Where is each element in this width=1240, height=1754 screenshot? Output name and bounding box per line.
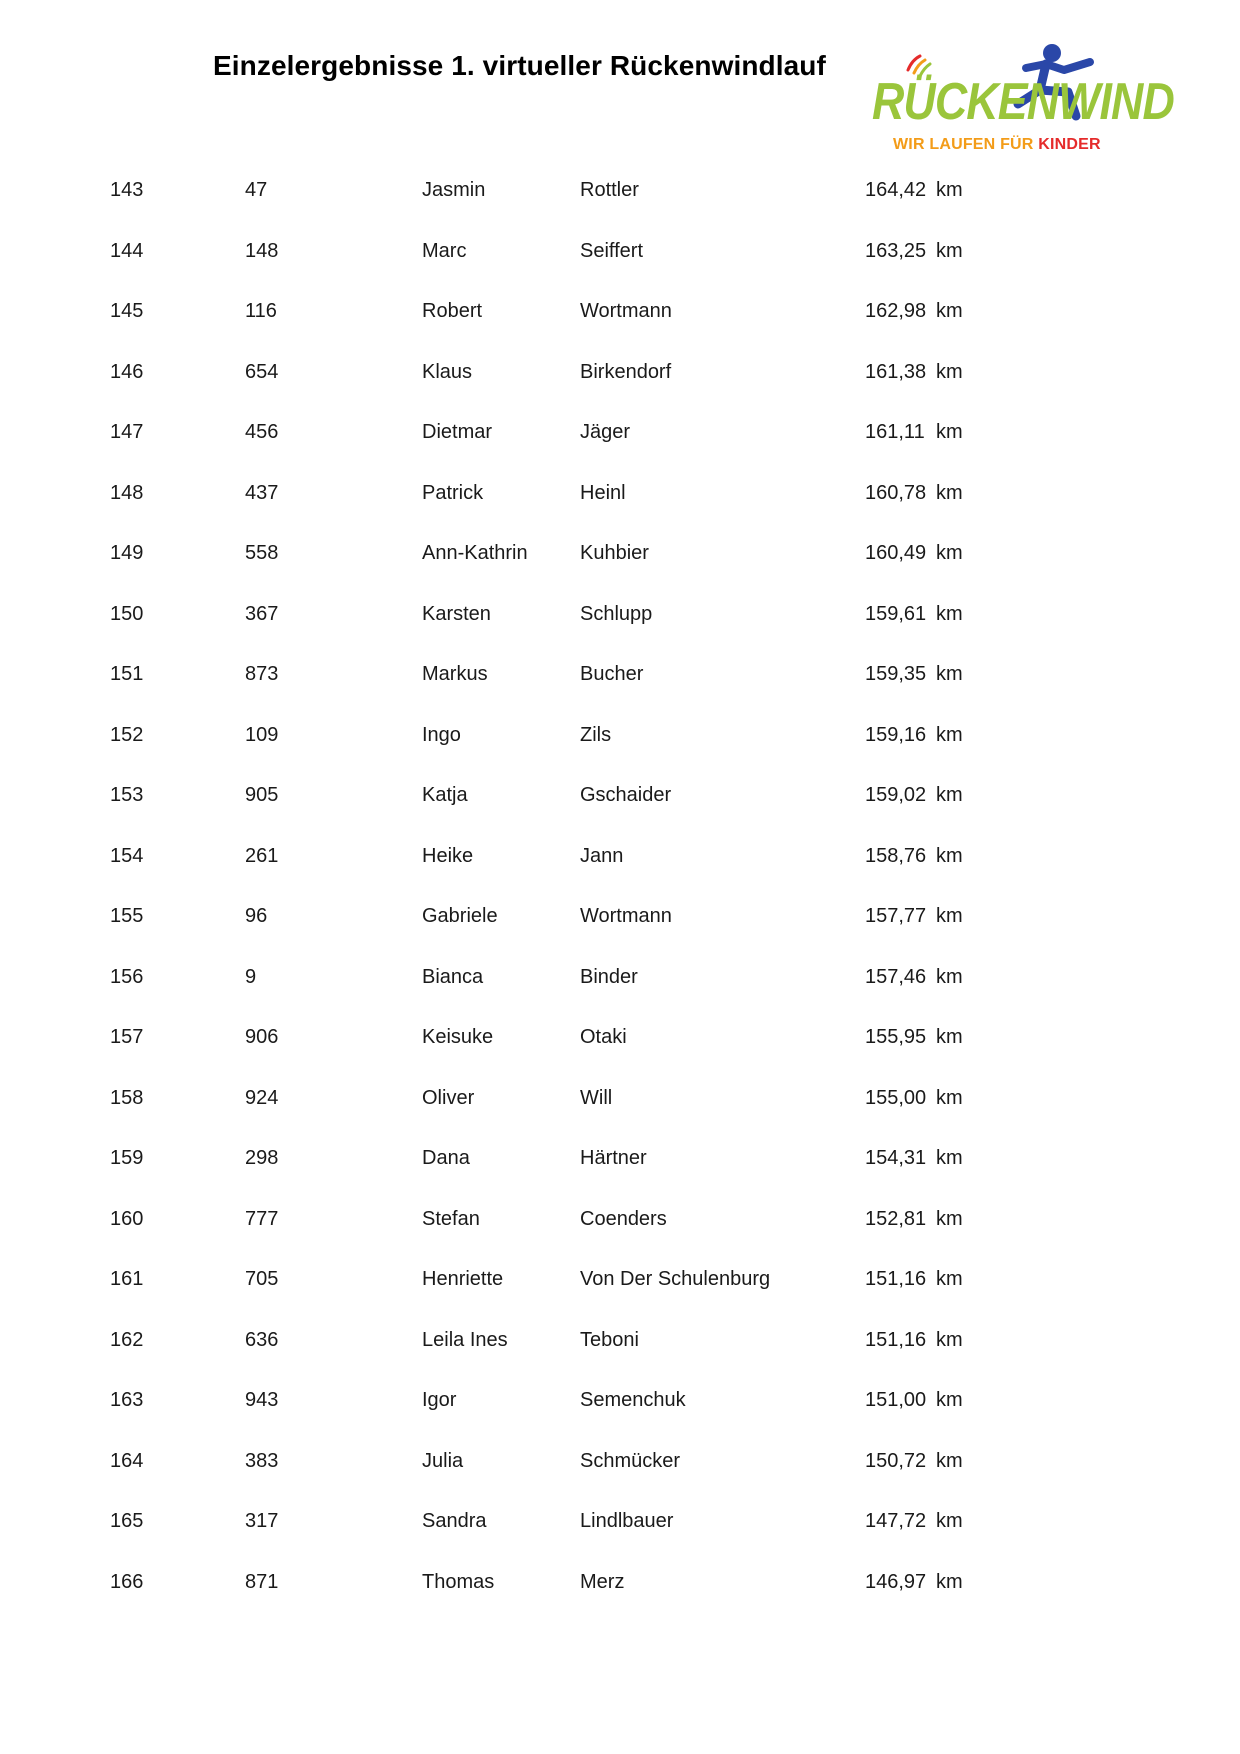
first-name-cell: Keisuke	[422, 1026, 494, 1048]
distance-cell: 161,38	[865, 360, 927, 383]
start-number-cell: 456	[245, 421, 279, 443]
first-name-cell: Robert	[422, 300, 483, 322]
unit-cell: km	[936, 1570, 963, 1593]
distance-cell: 147,72	[865, 1510, 927, 1532]
last-name-cell: Wortmann	[580, 300, 672, 322]
unit-cell: km	[936, 421, 963, 443]
unit-cell: km	[936, 602, 963, 625]
list-item	[0, 1078, 1240, 1118]
last-name-cell: Birkendorf	[580, 360, 672, 383]
start-number-cell: 148	[245, 239, 279, 262]
last-name-cell: Härtner	[580, 1147, 647, 1169]
first-name-cell: Patrick	[422, 481, 484, 504]
start-number-cell: 437	[245, 481, 279, 504]
first-name-cell: Katja	[422, 784, 468, 806]
start-number-cell: 654	[245, 360, 279, 383]
unit-cell: km	[936, 1086, 963, 1109]
list-item	[0, 896, 1240, 936]
last-name-cell: Semenchuk	[580, 1389, 686, 1411]
distance-cell: 159,02	[865, 784, 927, 806]
list-item	[0, 1017, 1240, 1057]
list-item	[0, 412, 1240, 452]
list-item	[0, 1501, 1240, 1541]
rank-cell: 152	[110, 723, 144, 746]
first-name-cell: Oliver	[422, 1086, 475, 1109]
rank-cell: 145	[110, 300, 144, 322]
rank-cell: 166	[110, 1570, 144, 1593]
unit-cell: km	[936, 300, 963, 322]
list-item	[0, 352, 1240, 392]
last-name-cell: Coenders	[580, 1207, 667, 1230]
rank-cell: 158	[110, 1086, 144, 1109]
rank-cell: 148	[110, 481, 144, 504]
last-name-cell: Jann	[580, 844, 624, 867]
last-name-cell: Schlupp	[580, 602, 653, 625]
rank-cell: 155	[110, 905, 144, 927]
first-name-cell: Julia	[422, 1449, 464, 1472]
last-name-cell: Jäger	[580, 421, 631, 443]
unit-cell: km	[936, 723, 963, 746]
start-number-cell: 636	[245, 1328, 279, 1351]
unit-cell: km	[936, 239, 963, 262]
list-item	[0, 715, 1240, 755]
page-title: Einzelergebnisse 1. virtueller Rückenwindlauf	[213, 50, 826, 81]
distance-cell: 161,11	[865, 421, 925, 443]
start-number-cell: 705	[245, 1268, 279, 1290]
unit-cell: km	[936, 905, 963, 927]
last-name-cell: Seiffert	[580, 239, 643, 262]
logo-tagline-part2: KINDER	[1038, 136, 1101, 153]
distance-cell: 160,49	[865, 542, 927, 564]
rank-cell: 165	[110, 1510, 144, 1532]
rank-cell: 156	[110, 965, 144, 988]
start-number-cell: 317	[245, 1510, 279, 1532]
distance-cell: 155,00	[865, 1086, 927, 1109]
last-name-cell: Otaki	[580, 1026, 627, 1048]
rank-cell: 150	[110, 602, 144, 625]
start-number-cell: 873	[245, 663, 279, 685]
first-name-cell: Jasmin	[422, 179, 486, 201]
list-item	[0, 775, 1240, 815]
start-number-cell: 298	[245, 1147, 279, 1169]
last-name-cell: Rottler	[580, 179, 639, 201]
start-number-cell: 96	[245, 905, 268, 927]
distance-cell: 160,78	[865, 481, 927, 504]
start-number-cell: 943	[245, 1389, 279, 1411]
unit-cell: km	[936, 1510, 963, 1532]
rank-cell: 161	[110, 1268, 144, 1290]
last-name-cell: Teboni	[580, 1328, 639, 1351]
start-number-cell: 906	[245, 1026, 279, 1048]
unit-cell: km	[936, 542, 963, 564]
unit-cell: km	[936, 965, 963, 988]
list-item	[0, 291, 1240, 331]
rank-cell: 159	[110, 1147, 144, 1169]
distance-cell: 162,98	[865, 300, 927, 322]
first-name-cell: Klaus	[422, 360, 473, 383]
distance-cell: 152,81	[865, 1207, 927, 1230]
start-number-cell: 558	[245, 542, 279, 564]
last-name-cell: Zils	[580, 723, 612, 746]
list-item	[0, 957, 1240, 997]
rank-cell: 147	[110, 421, 144, 443]
rank-cell: 157	[110, 1026, 144, 1048]
first-name-cell: Stefan	[422, 1207, 480, 1230]
last-name-cell: Heinl	[580, 481, 626, 504]
logo-tagline	[893, 136, 1101, 154]
distance-cell: 157,46	[865, 965, 927, 988]
start-number-cell: 109	[245, 723, 279, 746]
list-item	[0, 836, 1240, 876]
unit-cell: km	[936, 1328, 963, 1351]
first-name-cell: Dana	[422, 1147, 470, 1169]
list-item	[0, 1259, 1240, 1299]
first-name-cell: Gabriele	[422, 905, 498, 927]
unit-cell: km	[936, 179, 963, 201]
unit-cell: km	[936, 784, 963, 806]
distance-cell: 155,95	[865, 1026, 927, 1048]
first-name-cell: Karsten	[422, 602, 491, 625]
distance-cell: 159,16	[865, 723, 927, 746]
first-name-cell: Leila Ines	[422, 1328, 508, 1351]
unit-cell: km	[936, 481, 963, 504]
last-name-cell: Binder	[580, 965, 638, 988]
distance-cell: 154,31	[865, 1147, 927, 1169]
rank-cell: 146	[110, 360, 144, 383]
list-item	[0, 1138, 1240, 1178]
list-item	[0, 1320, 1240, 1360]
start-number-cell: 871	[245, 1570, 279, 1593]
distance-cell: 159,35	[865, 663, 927, 685]
start-number-cell: 924	[245, 1086, 279, 1109]
list-item	[0, 533, 1240, 573]
first-name-cell: Bianca	[422, 965, 484, 988]
last-name-cell: Lindlbauer	[580, 1510, 674, 1532]
first-name-cell: Ann-Kathrin	[422, 542, 528, 564]
list-item	[0, 170, 1240, 210]
rank-cell: 160	[110, 1207, 144, 1230]
rank-cell: 163	[110, 1389, 144, 1411]
first-name-cell: Dietmar	[422, 421, 493, 443]
distance-cell: 150,72	[865, 1449, 927, 1472]
start-number-cell: 47	[245, 179, 268, 201]
last-name-cell: Bucher	[580, 663, 644, 685]
rank-cell: 153	[110, 784, 144, 806]
distance-cell: 146,97	[865, 1570, 927, 1593]
start-number-cell: 9	[245, 965, 257, 988]
last-name-cell: Von Der Schulenburg	[580, 1268, 771, 1290]
unit-cell: km	[936, 1147, 963, 1169]
first-name-cell: Sandra	[422, 1510, 487, 1532]
unit-cell: km	[936, 1026, 963, 1048]
unit-cell: km	[936, 1207, 963, 1230]
unit-cell: km	[936, 1449, 963, 1472]
distance-cell: 157,77	[865, 905, 927, 927]
first-name-cell: Ingo	[422, 723, 461, 746]
list-item	[0, 1380, 1240, 1420]
start-number-cell: 261	[245, 844, 279, 867]
logo-wordmark: RÜCKENWIND	[872, 73, 1174, 131]
distance-cell: 159,61	[865, 602, 927, 625]
last-name-cell: Merz	[580, 1570, 625, 1593]
distance-cell: 151,16	[865, 1328, 927, 1351]
first-name-cell: Marc	[422, 239, 467, 262]
last-name-cell: Wortmann	[580, 905, 672, 927]
rank-cell: 164	[110, 1449, 144, 1472]
list-item	[0, 1562, 1240, 1602]
distance-cell: 158,76	[865, 844, 927, 867]
last-name-cell: Kuhbier	[580, 542, 649, 564]
rank-cell: 151	[110, 663, 144, 685]
first-name-cell: Henriette	[422, 1268, 504, 1290]
distance-cell: 163,25	[865, 239, 927, 262]
list-item	[0, 473, 1240, 513]
start-number-cell: 905	[245, 784, 279, 806]
rank-cell: 154	[110, 844, 144, 867]
list-item	[0, 1199, 1240, 1239]
unit-cell: km	[936, 1389, 963, 1411]
first-name-cell: Igor	[422, 1389, 457, 1411]
distance-cell: 151,16	[865, 1268, 927, 1290]
rank-cell: 149	[110, 542, 144, 564]
start-number-cell: 116	[245, 300, 277, 322]
unit-cell: km	[936, 844, 963, 867]
first-name-cell: Heike	[422, 844, 474, 867]
rueckenwind-logo	[868, 40, 1174, 158]
unit-cell: km	[936, 1268, 963, 1290]
last-name-cell: Will	[580, 1086, 613, 1109]
rank-cell: 143	[110, 179, 144, 201]
list-item	[0, 594, 1240, 634]
distance-cell: 151,00	[865, 1389, 927, 1411]
unit-cell: km	[936, 663, 963, 685]
last-name-cell: Gschaider	[580, 784, 672, 806]
start-number-cell: 367	[245, 602, 279, 625]
list-item	[0, 1441, 1240, 1481]
list-item	[0, 654, 1240, 694]
logo-tagline-part1: WIR LAUFEN FÜR	[893, 136, 1039, 153]
rank-cell: 162	[110, 1328, 144, 1351]
first-name-cell: Thomas	[422, 1570, 495, 1593]
rank-cell: 144	[110, 239, 144, 262]
distance-cell: 164,42	[865, 179, 927, 201]
start-number-cell: 777	[245, 1207, 279, 1230]
start-number-cell: 383	[245, 1449, 279, 1472]
list-item	[0, 231, 1240, 271]
unit-cell: km	[936, 360, 963, 383]
first-name-cell: Markus	[422, 663, 488, 685]
last-name-cell: Schmücker	[580, 1449, 681, 1472]
